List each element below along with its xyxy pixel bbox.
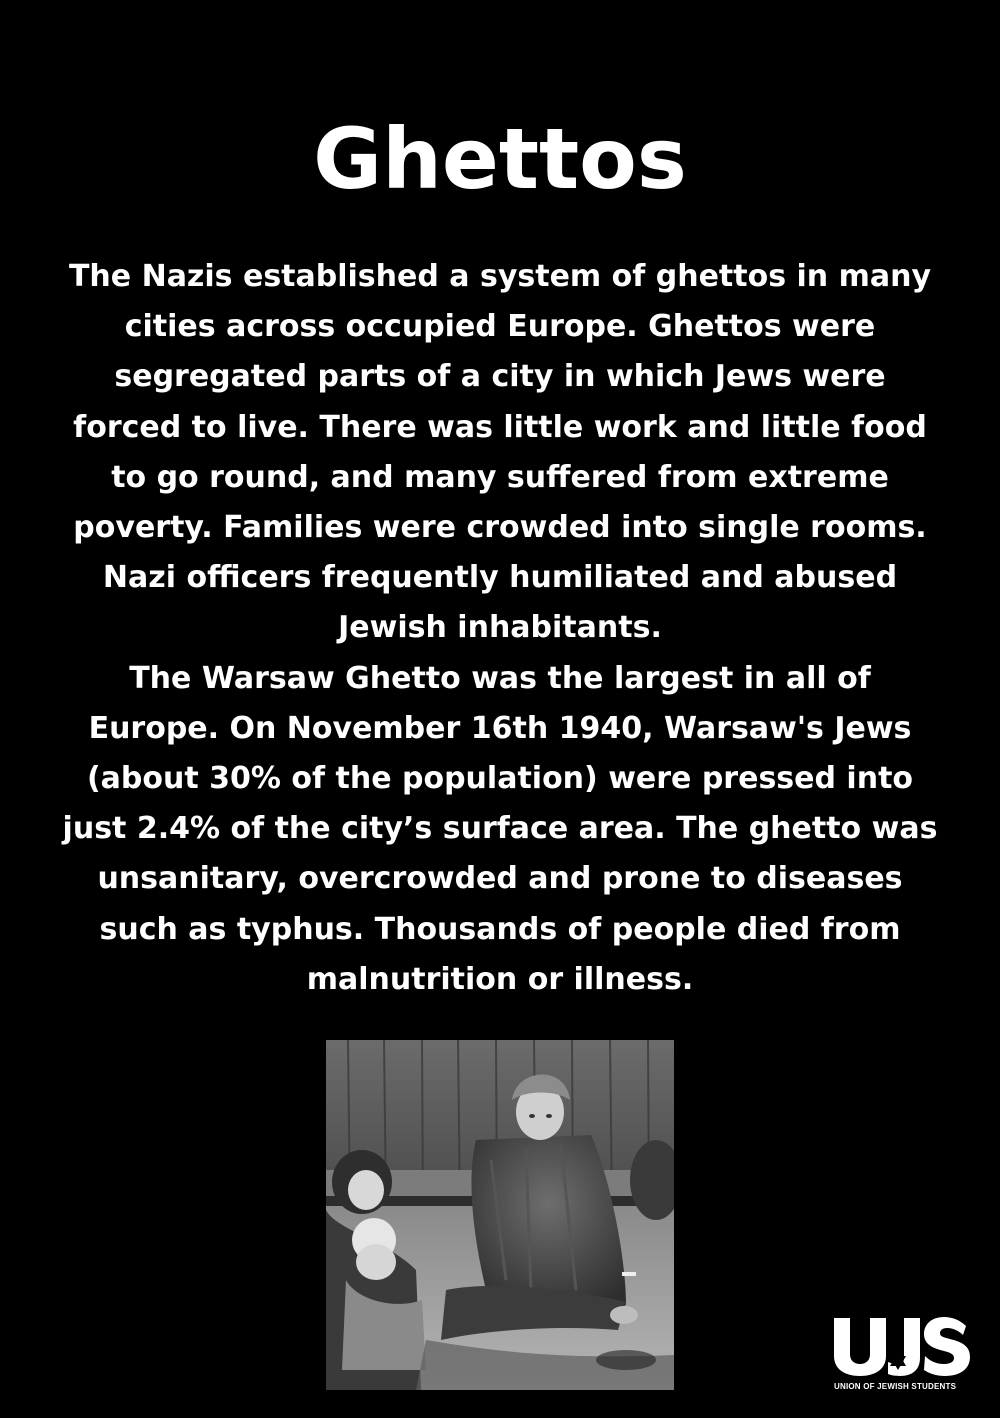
body-text: [60, 252, 940, 1005]
ujs-logo: [832, 1314, 972, 1394]
paragraph-warsaw-ghetto: The Warsaw Ghetto was the largest in all of Europe. On November 16th 1940, Warsaw's Jews (about 30% of the population) were pressed into just 2.4% of the city’s surface area. The ghetto was unsanitary, overcrowded and prone to diseases such as typhus. Thousands of people died from malnutrition or illness.: [62, 660, 938, 997]
logo-letter-s: [924, 1317, 970, 1376]
paragraph-ghettos-overview: The Nazis established a system of ghettos in many cities across occupied Europe. Ghettos were segregated parts of a city in which Jews were forced to live. There was little work and little food to go round, and many suffered from extreme poverty. Families were crowded into single rooms. Nazi officers frequently humiliated and abused Jewish inhabitants.: [68, 259, 932, 646]
ghetto-photo: [326, 1040, 674, 1390]
logo-letter-u: [834, 1318, 886, 1376]
page-title: Ghettos: [313, 110, 687, 208]
logo-tagline: UNION OF JEWISH STUDENTS: [834, 1382, 957, 1391]
logo-letter-j: [888, 1318, 920, 1376]
